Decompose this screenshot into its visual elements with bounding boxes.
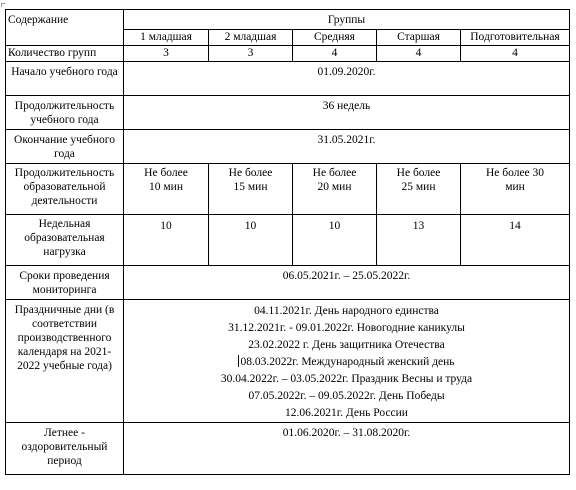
cell-value: 31.05.2021г. <box>124 130 570 164</box>
holiday-item: 04.11.2021г. День народного единства <box>254 305 439 317</box>
row-label: Количество групп <box>6 46 124 62</box>
cell-value: 10 <box>209 215 293 266</box>
cell-value: 4 <box>377 46 461 62</box>
holiday-item: 31.12.2021г. - 09.01.2022г. Новогодние каникулы <box>228 322 465 334</box>
group-name: Старшая <box>377 30 461 46</box>
cell-value: 01.09.2020г. <box>124 62 570 96</box>
cell-value: 13 <box>377 215 461 266</box>
monitoring-row <box>6 266 570 300</box>
weekly-load-row <box>6 215 570 266</box>
cell-value: 4 <box>461 46 570 62</box>
summer-period-row <box>6 423 570 475</box>
holiday-item: 30.04.2022г. – 03.05.2022г. Праздник Весны и труда <box>220 373 473 385</box>
row-label: Продолжительность образовательной деятельности <box>6 164 124 215</box>
group-name: Средняя <box>293 30 377 46</box>
cell-value: Не более 15 мин <box>209 164 293 215</box>
table-anchor-mark <box>1 3 5 7</box>
cell-value: 10 <box>293 215 377 266</box>
cell-value: Не более 25 мин <box>377 164 461 215</box>
row-label: Сроки проведения мониторинга <box>6 266 124 300</box>
cell-value: Не более 10 мин <box>124 164 209 215</box>
academic-calendar-table <box>5 9 570 475</box>
header-row <box>6 10 570 30</box>
holiday-item: 23.02.2022 г. День защитника Отечества <box>248 339 445 351</box>
cell-value: 01.06.2020г. – 31.08.2020г. <box>124 423 570 475</box>
row-label: Окончание учебного года <box>6 130 124 164</box>
row-label: Недельная образовательная нагрузка <box>6 215 124 266</box>
cell-value: Не более 20 мин <box>293 164 377 215</box>
cell-value: 36 недель <box>124 96 570 130</box>
row-label: Праздничные дни (в соответствии производственного календаря на 2021-2022 учебные года) <box>6 300 124 423</box>
cell-value: 4 <box>293 46 377 62</box>
content-header: Содержание <box>6 10 124 46</box>
row-label: Начало учебного года <box>6 62 124 96</box>
cell-value: 14 <box>461 215 570 266</box>
year-duration-row <box>6 96 570 130</box>
cell-value: 10 <box>124 215 209 266</box>
year-end-row <box>6 130 570 164</box>
activity-duration-row <box>6 164 570 215</box>
group-name: 2 младшая <box>209 30 293 46</box>
holiday-item: 12.06.2021г. День России <box>285 407 408 419</box>
cell-value: Не более 30 мин <box>461 164 570 215</box>
cell-value: 3 <box>209 46 293 62</box>
group-name: 1 младшая <box>124 30 209 46</box>
holidays-list <box>124 300 570 423</box>
cell-value: 3 <box>124 46 209 62</box>
holiday-item <box>126 354 567 371</box>
year-start-row <box>6 62 570 96</box>
group-count-row <box>6 46 570 62</box>
holidays-row <box>6 300 570 423</box>
holiday-item: 07.05.2022г. – 09.05.2022г. День Победы <box>248 390 445 402</box>
cell-value: 06.05.2021г. – 25.05.2022г. <box>124 266 570 300</box>
groups-header: Группы <box>124 10 570 30</box>
row-label: Продолжительность учебного года <box>6 96 124 130</box>
group-name: Подготовительная <box>461 30 570 46</box>
row-label: Летнее - оздоровительный период <box>6 423 124 475</box>
holiday-item-text: 08.03.2022г. Международный женский день <box>240 356 455 368</box>
